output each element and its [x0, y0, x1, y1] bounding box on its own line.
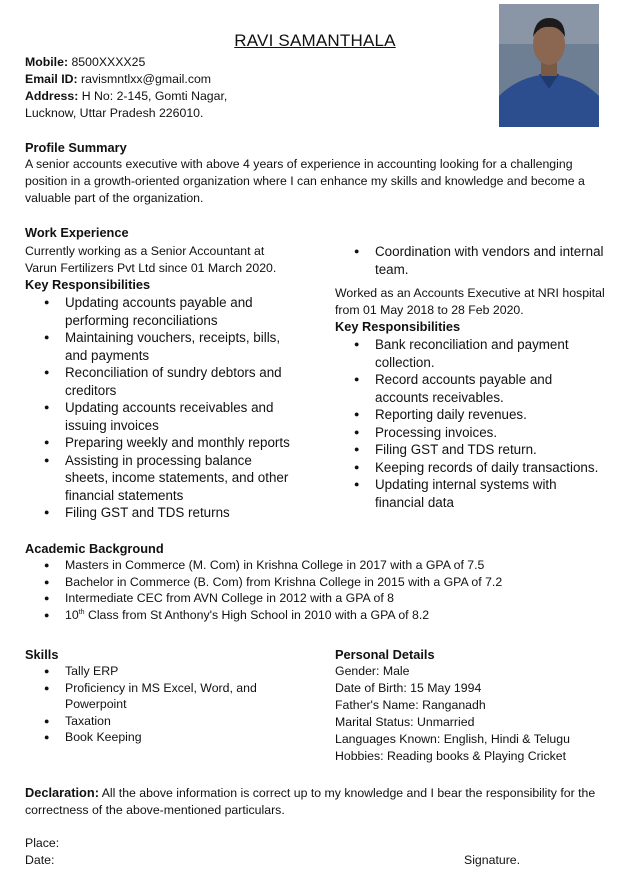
academic-item: ● Masters in Commerce (M. Com) in Krishna College in 2017 with a GPA of 7.5 [25, 557, 605, 574]
job1-responsibility-line: ● Maintaining vouchers, receipts, bills, [65, 330, 281, 345]
mobile-line [25, 54, 265, 71]
job1-responsibility [25, 399, 325, 434]
profile-line: A senior accounts executive with above 4 years of experience in accounting looking for a challenging [25, 157, 573, 171]
address-value-line2: Lucknow, Uttar Pradesh 226010. [25, 106, 204, 120]
academic-heading: Academic Background [25, 541, 164, 556]
skill-item-line: ● Proficiency in MS Excel, Word, and [65, 680, 257, 695]
job1-responsibility-line: ● Filing GST and TDS returns [65, 505, 230, 520]
contact-block [25, 54, 265, 122]
job2-responsibility-line: financial data [375, 494, 454, 510]
declaration-text-line2: correctness of the above-mentioned particulars. [25, 803, 285, 817]
address-label: Address: [25, 89, 79, 103]
job1-responsibility [25, 434, 325, 452]
job1-responsibility-line: creditors [65, 382, 117, 398]
personal-line: Hobbies: Reading books & Playing Cricket [335, 749, 567, 763]
job1-responsibility [25, 452, 325, 505]
skills-heading: Skills [25, 647, 59, 662]
job2-responsibility [335, 336, 625, 371]
skill-item-line: ● Taxation [65, 713, 111, 728]
personal-heading: Personal Details [335, 647, 435, 662]
email-value: ravismntlxx@gmail.com [81, 72, 212, 86]
job1-responsibility-line: team. [375, 261, 409, 277]
declaration-label: Declaration: [25, 785, 99, 800]
job1-responsibilities-list [25, 294, 325, 522]
job1-responsibility-line: sheets, income statements, and other [65, 470, 289, 485]
personal-line: Languages Known: English, Hindi & Telugu [335, 732, 570, 746]
job1-responsibility-line: issuing invoices [65, 417, 159, 433]
work-heading: Work Experience [25, 225, 129, 240]
job2-line: Worked as an Accounts Executive at NRI hospital [335, 286, 605, 300]
skill-item [25, 729, 325, 746]
academic-item: ● Intermediate CEC from AVN College in 2012 with a GPA of 8 [25, 590, 605, 607]
job2-responsibility-line: ● Record accounts payable and [375, 372, 553, 387]
job1-description [25, 243, 325, 277]
personal-details [335, 663, 625, 765]
job1-line: Varun Fertilizers Pvt Ltd since 01 March 2020. [25, 261, 277, 275]
job2-responsibility-line: ● Filing GST and TDS return. [375, 442, 537, 457]
tenth-number: 10 [65, 607, 79, 622]
job1-responsibility [25, 504, 325, 522]
job1-responsibility-line: ● Updating accounts payable and [65, 295, 253, 310]
job2-responsibility-line: accounts receivables. [375, 389, 504, 405]
job2-responsibility [335, 459, 625, 477]
job2-responsibility [335, 476, 625, 511]
personal-line: Date of Birth: 15 May 1994 [335, 681, 482, 695]
job2-responsibility [335, 441, 625, 459]
address-line [25, 88, 265, 105]
tenth-superscript: th [78, 608, 85, 616]
job1-responsibility-line: ● Updating accounts receivables and [65, 400, 274, 415]
skill-item [25, 663, 325, 680]
job2-responsibility-line: ● Bank reconciliation and payment [375, 337, 569, 352]
job1-responsibility [25, 294, 325, 329]
job1-responsibility-line: ● Assisting in processing balance [65, 452, 252, 468]
signature-label: Signature. [464, 853, 521, 867]
job1-responsibility-line: ● Preparing weekly and monthly reports [65, 435, 290, 450]
personal-line: Marital Status: Unmarried [335, 715, 475, 729]
skill-item-line: ● Tally ERP [65, 664, 119, 678]
job2-line: from 01 May 2018 to 28 Feb 2020. [335, 303, 524, 317]
job2-responsibility [335, 371, 625, 406]
declaration [25, 784, 610, 819]
personal-line: Father's Name: Ranganadh [335, 698, 486, 712]
job1-responsibilities-heading: Key Responsibilities [25, 277, 151, 292]
job1-responsibility [335, 243, 625, 278]
email-line [25, 71, 265, 88]
resume-name: RAVI SAMANTHALA [234, 31, 396, 50]
job2-responsibilities-heading: Key Responsibilities [335, 319, 461, 334]
profile-line: valuable part of the organization. [25, 191, 204, 205]
job2-responsibilities-list [335, 336, 625, 511]
skills-list [25, 663, 325, 746]
job1-responsibility [25, 364, 325, 399]
job1-responsibility-line: financial statements [65, 487, 184, 503]
job1-responsibility [25, 329, 325, 364]
job1-responsibility-line: performing reconciliations [65, 312, 218, 328]
profile-heading: Profile Summary [25, 140, 127, 155]
job2-responsibility-line: ● Processing invoices. [375, 424, 498, 440]
date-label: Date: [25, 853, 55, 867]
profile-line: position in a growth-oriented organization where I can enhance my skills and knowledge and become a [25, 174, 585, 188]
skill-item [25, 713, 325, 730]
address-value-line1: H No: 2-145, Gomti Nagar, [81, 89, 228, 103]
job2-responsibility-line: ● Updating internal systems with [375, 477, 557, 492]
job1-responsibilities-continued [335, 243, 625, 278]
mobile-label: Mobile: [25, 55, 69, 69]
profile-photo [499, 4, 599, 127]
job2-responsibility [335, 406, 625, 424]
academic-list [25, 557, 605, 623]
job1-responsibility-line: ● Coordination with vendors and internal [375, 244, 604, 259]
job2-description [335, 285, 625, 319]
job2-responsibility [335, 424, 625, 442]
personal-line: Gender: Male [335, 664, 410, 678]
job1-responsibility-line: and payments [65, 347, 150, 363]
skill-item [25, 680, 325, 713]
skill-item-line: ● Book Keeping [65, 730, 142, 744]
job1-responsibility-line: ● Reconciliation of sundry debtors and [65, 365, 282, 380]
job1-line: Currently working as a Senior Accountant at [25, 244, 265, 258]
declaration-text-line1: All the above information is correct up to my knowledge and I bear the responsibility for the [98, 786, 596, 800]
job2-responsibility-line: collection. [375, 354, 435, 370]
job2-responsibility-line: ● Reporting daily revenues. [375, 407, 527, 422]
skill-item-line: Powerpoint [65, 697, 127, 711]
profile-text [25, 156, 605, 207]
email-label: Email ID: [25, 72, 78, 86]
place-label: Place: [25, 836, 60, 850]
tenth-rest: Class from St Anthony's High School in 2010 with a GPA of 8.2 [84, 607, 430, 622]
academic-item [25, 607, 605, 624]
job2-responsibility-line: ● Keeping records of daily transactions. [375, 459, 599, 475]
academic-item: ● Bachelor in Commerce (B. Com) from Krishna College in 2015 with a GPA of 7.2 [25, 574, 605, 591]
mobile-value: 8500XXXX25 [71, 55, 146, 69]
